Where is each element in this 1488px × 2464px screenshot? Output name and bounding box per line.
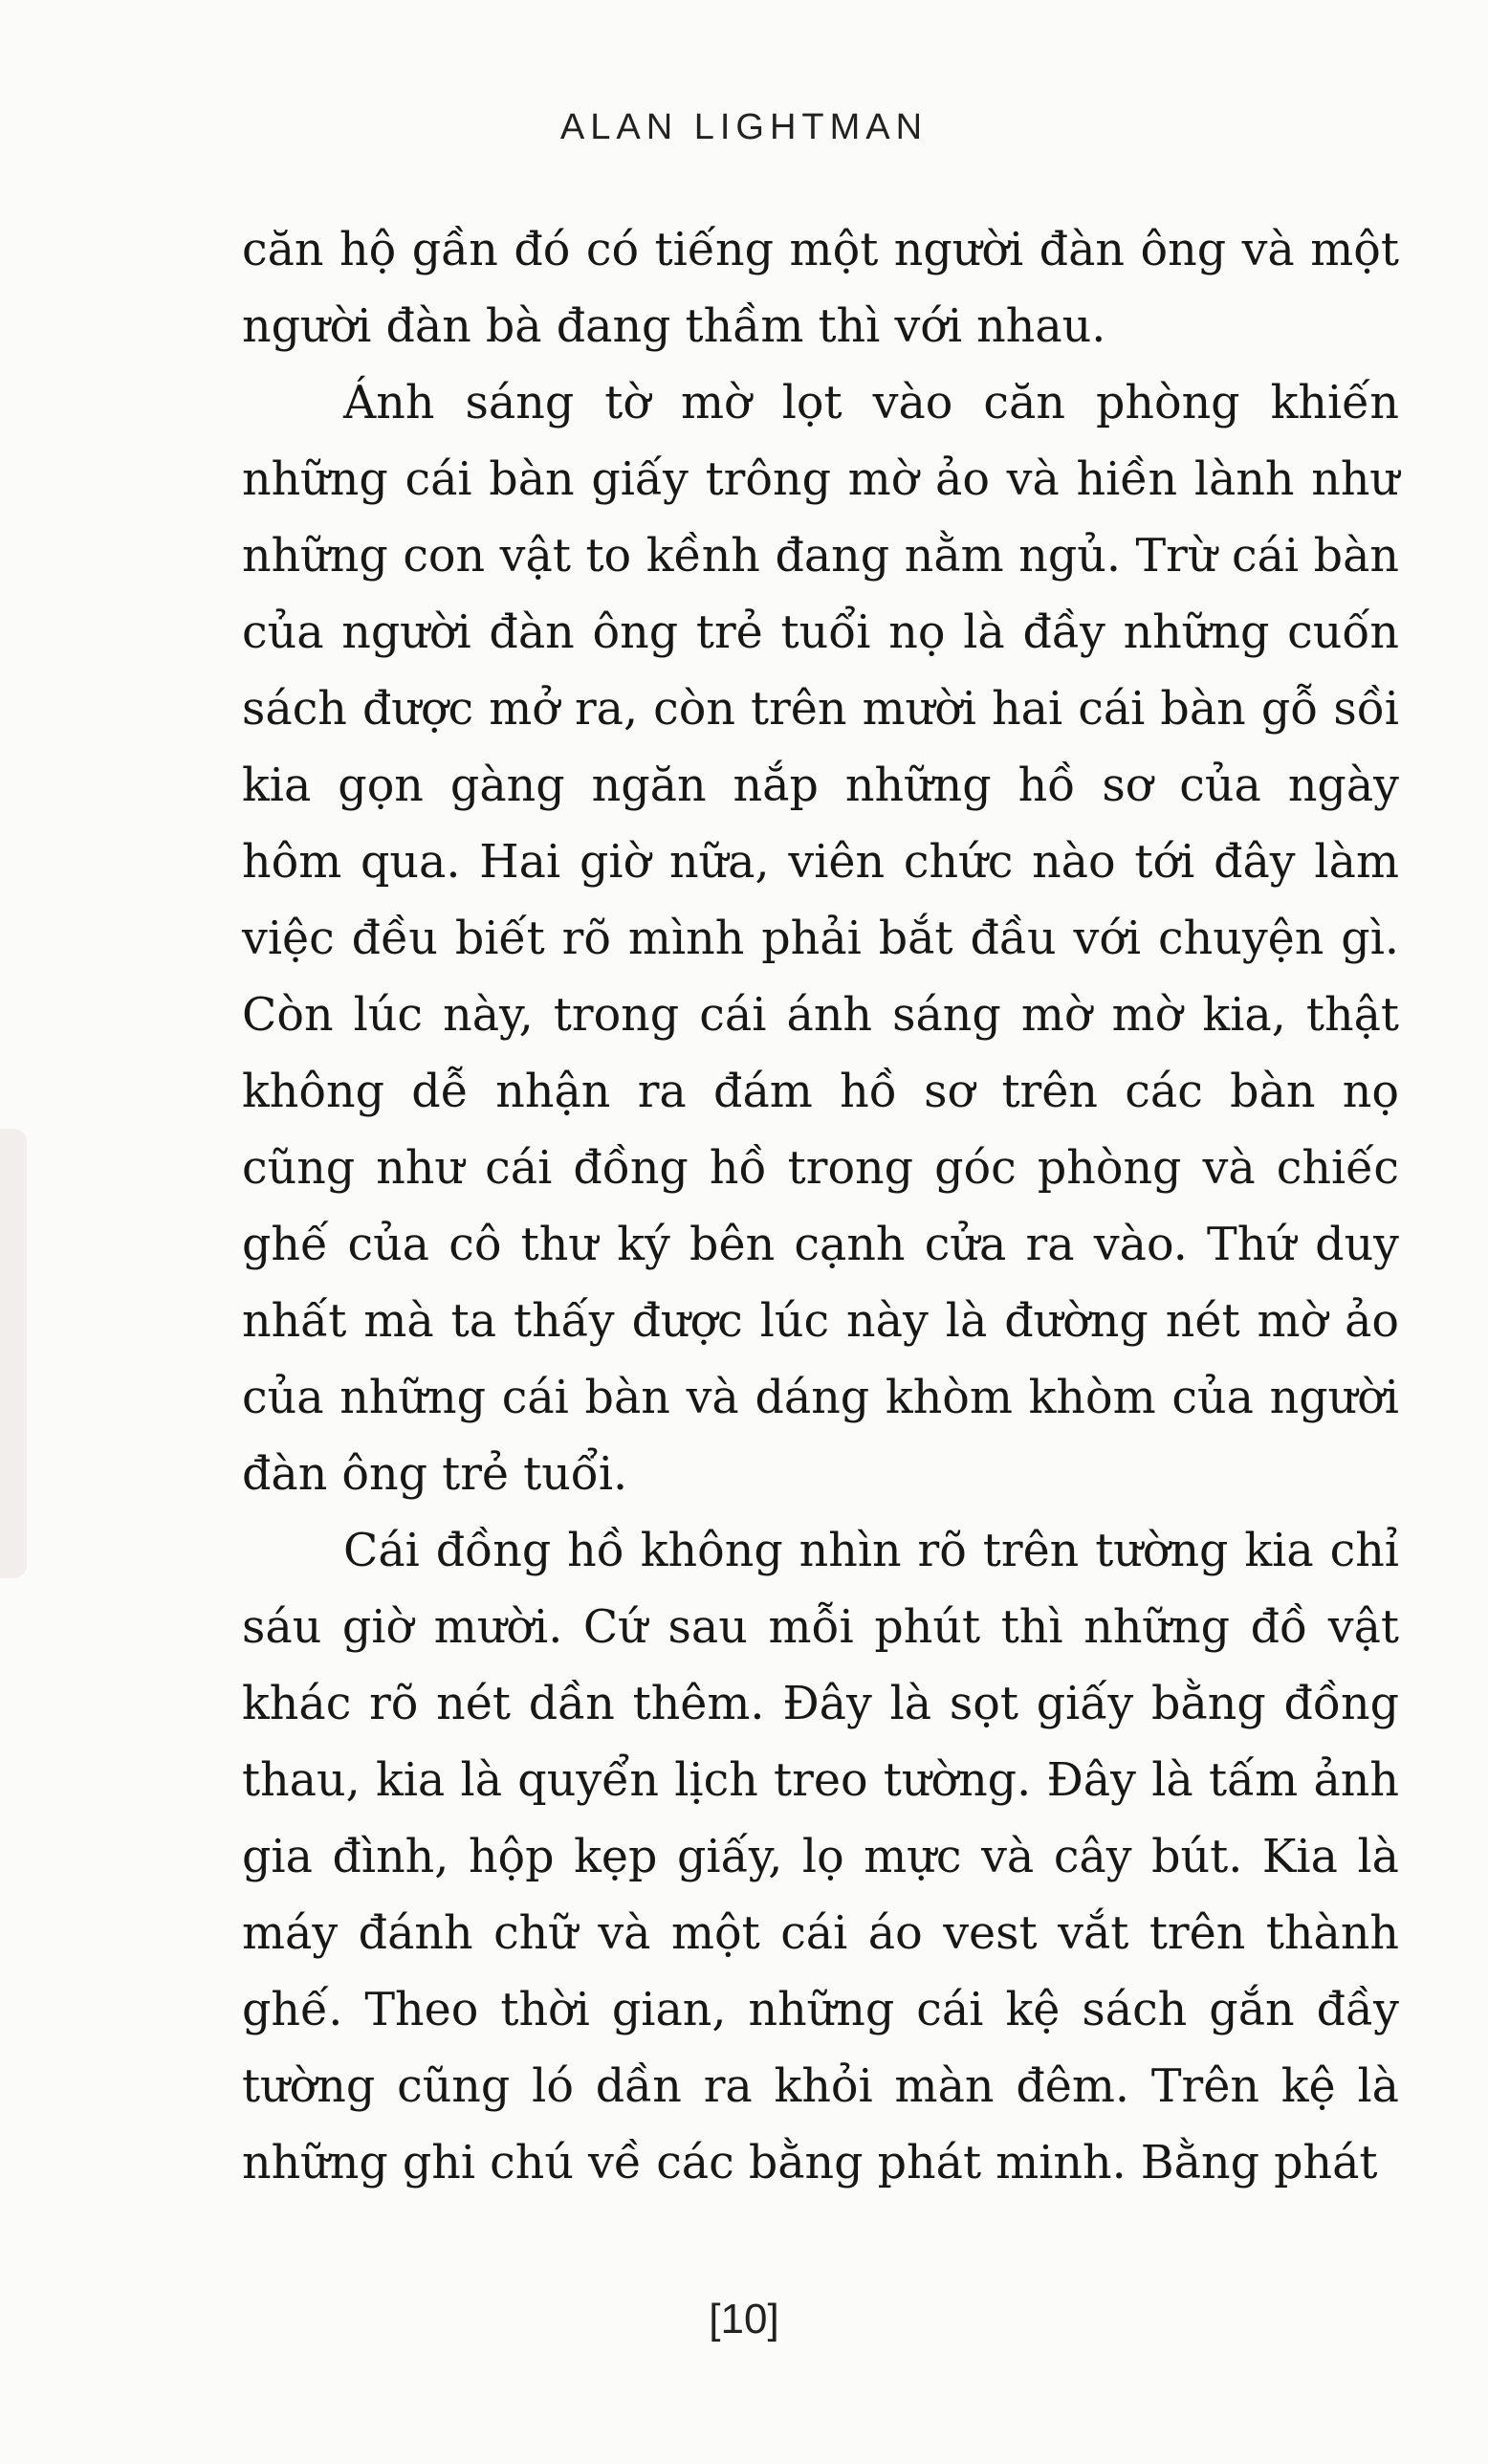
page-edge-shadow <box>0 1129 27 1578</box>
paragraph-3: Cái đồng hồ không nhìn rõ trên tường kia chỉ sáu giờ mười. Cứ sau mỗi phút thì những đồ vật khác rõ nét dần thêm. Đây là sọt giấy bằng đồng thau, kia là quyển lịch treo tường. Đây là tấm ảnh gia đình, hộp kẹp giấy, lọ mực và cây bút. Kia là máy đánh chữ và một cái áo vest vắt trên thành ghế. Theo thời gian, những cái kệ sách gắn đầy tường cũng ló dần ra khỏi màn đêm. Trên kệ là những ghi chú về các bằng phát minh. Bằng phát <box>242 1525 1399 2189</box>
running-head: ALAN LIGHTMAN <box>559 107 929 147</box>
page-number: [10] <box>709 2296 779 2343</box>
paragraph-2: Ánh sáng tờ mờ lọt vào căn phòng khiến những cái bàn giấy trông mờ ảo và hiền lành như những con vật to kềnh đang nằm ngủ. Trừ cái bàn của người đàn ông trẻ tuổi nọ là đầy những cuốn sách được mở ra, còn trên mười hai cái bàn gỗ sồi kia gọn gàng ngăn nắp những hồ sơ của ngày hôm qua. Hai giờ nữa, viên chức nào tới đây làm việc đều biết rõ mình phải bắt đầu với chuyện gì. Còn lúc này, trong cái ánh sáng mờ mờ kia, thật không dễ nhận ra đám hồ sơ trên các bàn nọ cũng như cái đồng hồ trong góc phòng và chiếc ghế của cô thư ký bên cạnh cửa ra vào. Thứ duy nhất mà ta thấy được lúc này là đường nét mờ ảo của những cái bàn và dáng khòm khòm của người đàn ông trẻ tuổi. <box>242 377 1399 1501</box>
body-text <box>242 212 1399 2202</box>
paragraph-1: căn hộ gần đó có tiếng một người đàn ông và một người đàn bà đang thầm thì với nhau. <box>242 224 1399 353</box>
